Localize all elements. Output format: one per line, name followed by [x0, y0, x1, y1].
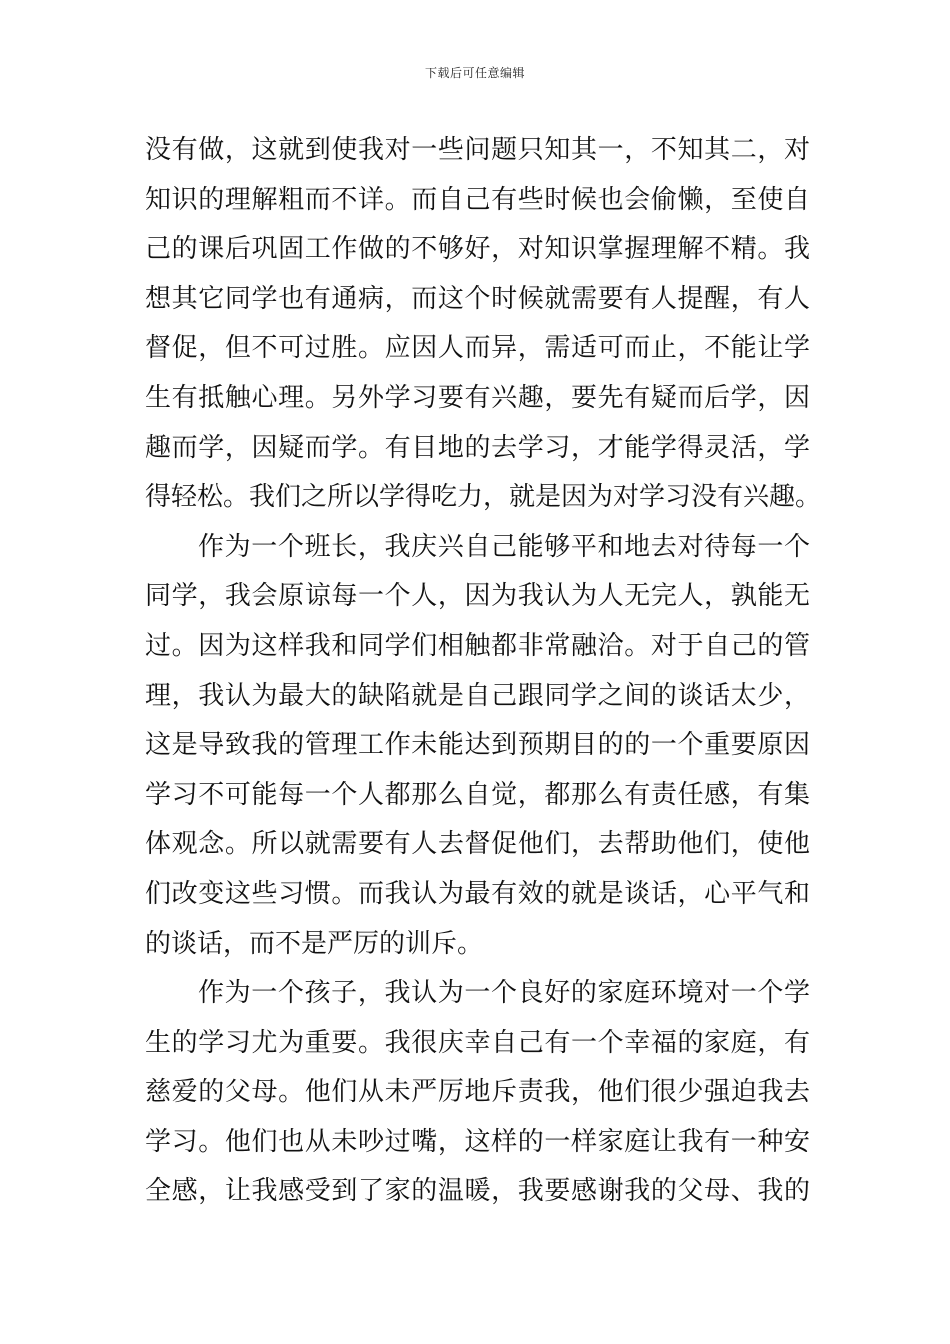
paragraph-2-line-9: 的谈话，而不是严厉的训斥。: [145, 928, 484, 959]
paragraph-2-line-3: 过。因为这样我和同学们相触都非常融洽。对于自己的管: [145, 630, 810, 661]
paragraph-2-line-2: 同学，我会原谅每一个人，因为我认为人无完人，孰能无: [145, 581, 810, 612]
paragraph-2: [145, 523, 810, 969]
paragraph-1-line-8: 得轻松。我们之所以学得吃力，就是因为对学习没有兴趣。: [145, 482, 822, 513]
page-header: 下载后可任意编辑: [424, 66, 525, 80]
paragraph-1: [145, 126, 822, 523]
paragraph-3-line-3: 慈爱的父母。他们从未严厉地斥责我，他们很少强迫我去: [145, 1077, 810, 1108]
paragraph-2-line-7: 体观念。所以就需要有人去督促他们，去帮助他们，使他: [145, 829, 810, 860]
paragraph-3-line-4: 学习。他们也从未吵过嘴，这样的一样家庭让我有一种安: [145, 1126, 810, 1157]
paragraph-1-line-1: 没有做，这就到使我对一些问题只知其一，不知其二，对: [145, 135, 810, 165]
paragraph-2-line-1: 作为一个班长，我庆兴自己能够平和地去对待每一个: [198, 531, 810, 562]
paragraph-1-line-4: 想其它同学也有通病，而这个时候就需要有人提醒，有人: [145, 283, 810, 314]
paragraph-1-line-5: 督促，但不可过胜。应因人而异，需适可而止，不能让学: [145, 333, 810, 364]
paragraph-1-line-7: 趣而学，因疑而学。有目地的去学习，才能学得灵活，学: [145, 432, 810, 463]
paragraph-1-line-2: 知识的理解粗而不详。而自己有些时候也会偷懒，至使自: [145, 184, 810, 215]
paragraph-2-line-4: 理，我认为最大的缺陷就是自己跟同学之间的谈话太少，: [145, 680, 810, 711]
paragraph-1-line-3: 己的课后巩固工作做的不够好，对知识掌握理解不精。我: [145, 234, 810, 265]
paragraph-2-line-6: 学习不可能每一个人都那么自觉，都那么有责任感，有集: [145, 779, 810, 810]
paragraph-3-line-5: 全感，让我感受到了家的温暖，我要感谢我的父母、我的: [145, 1176, 810, 1207]
paragraph-3-line-2: 生的学习尤为重要。我很庆幸自己有一个幸福的家庭，有: [145, 1027, 810, 1058]
body-text: [145, 126, 822, 1217]
paragraph-2-line-8: 们改变这些习惯。而我认为最有效的就是谈话，心平气和: [145, 878, 810, 909]
paragraph-1-line-6: 生有抵触心理。另外学习要有兴趣，要先有疑而后学，因: [145, 382, 810, 413]
paragraph-2-line-5: 这是导致我的管理工作未能达到预期目的的一个重要原因: [145, 730, 810, 761]
paragraph-3: [145, 969, 810, 1217]
paragraph-3-line-1: 作为一个孩子，我认为一个良好的家庭环境对一个学: [198, 978, 810, 1009]
